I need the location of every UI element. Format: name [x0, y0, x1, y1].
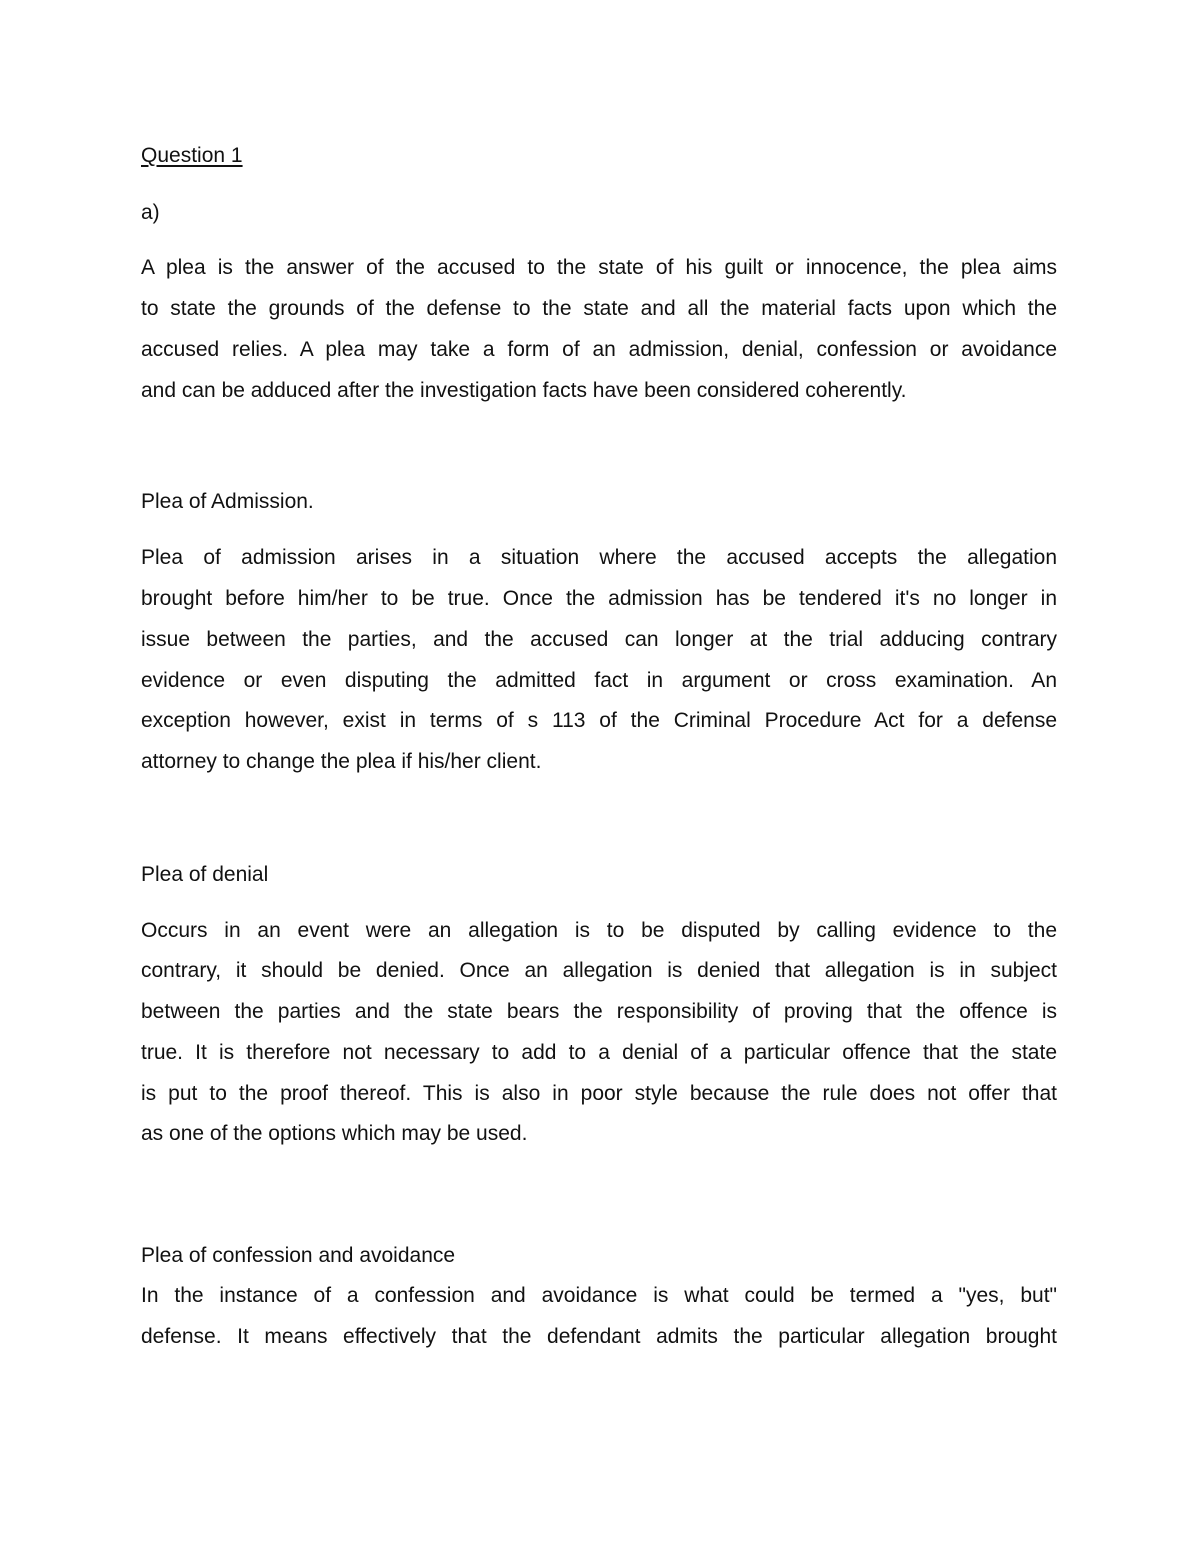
confession-line-2: defense. It means effectively that the defendant admits the particular allegation brought [141, 1325, 1057, 1348]
part-label: a) [141, 201, 160, 224]
intro-line-1: A plea is the answer of the accused to the state of his guilt or innocence, the plea aims [141, 256, 1057, 279]
admission-line-3: issue between the parties, and the accused can longer at the trial adducing contrary [141, 628, 1057, 651]
admission-line-6: attorney to change the plea if his/her client. [141, 750, 542, 773]
denial-line-5: is put to the proof thereof. This is also in poor style because the rule does not offer that [141, 1082, 1057, 1105]
denial-line-6: as one of the options which may be used. [141, 1122, 528, 1145]
question-heading: Question 1 [141, 144, 243, 167]
confession-line-1: In the instance of a confession and avoidance is what could be termed a "yes, but" [141, 1284, 1057, 1307]
admission-line-4: evidence or even disputing the admitted fact in argument or cross examination. An [141, 669, 1057, 692]
intro-line-4: and can be adduced after the investigation facts have been considered coherently. [141, 379, 907, 402]
admission-title: Plea of Admission. [141, 490, 314, 513]
denial-title: Plea of denial [141, 863, 269, 886]
admission-line-1: Plea of admission arises in a situation where the accused accepts the allegation [141, 546, 1057, 569]
denial-line-3: between the parties and the state bears the responsibility of proving that the offence is [141, 1000, 1057, 1023]
intro-line-2: to state the grounds of the defense to the state and all the material facts upon which the [141, 297, 1057, 320]
denial-line-2: contrary, it should be denied. Once an allegation is denied that allegation is in subject [141, 959, 1057, 982]
confession-title: Plea of confession and avoidance [141, 1244, 456, 1267]
denial-line-1: Occurs in an event were an allegation is to be disputed by calling evidence to the [141, 919, 1057, 942]
denial-line-4: true. It is therefore not necessary to add to a denial of a particular offence that the state [141, 1041, 1057, 1064]
intro-line-3: accused relies. A plea may take a form of an admission, denial, confession or avoidance [141, 338, 1057, 361]
admission-line-5: exception however, exist in terms of s 113 of the Criminal Procedure Act for a defense [141, 709, 1057, 732]
admission-line-2: brought before him/her to be true. Once the admission has be tendered it's no longer in [141, 587, 1057, 610]
